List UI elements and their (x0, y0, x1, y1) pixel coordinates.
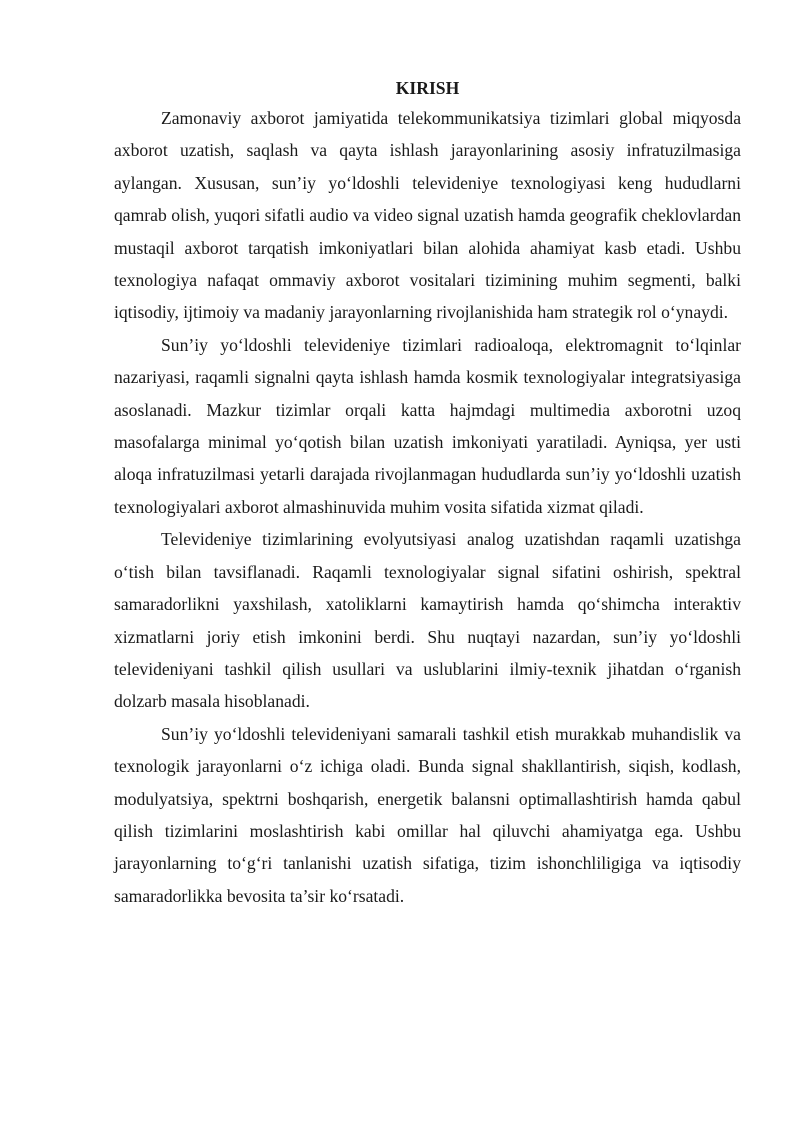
document-body (114, 74, 741, 912)
paragraph-2: Sun’iy yo‘ldoshli televideniye tizimlari radioaloqa, elektromagnit to‘lqinlar nazariyasi, raqamli signalni qayta ishlash hamda kosmik texnologiyalar integratsiyasiga asoslanadi. Mazkur tizimlar orqali katta hajmdagi multimedia axborotni uzoq masofalarga minimal yo‘qotish bilan uzatish imkoniyati yaratiladi. Ayniqsa, yer usti aloqa infratuzilmasi yetarli darajada rivojlanmagan hududlarda sun’iy yo‘ldoshli uzatish texnologiyalari axborot almashinuvida muhim vosita sifatida xizmat qiladi. (114, 334, 741, 517)
paragraph-4: Sun’iy yo‘ldoshli televideniyani samarali tashkil etish murakkab muhandislik va texnologik jarayonlarni o‘z ichiga oladi. Bunda signal shakllantirish, siqish, kodlash, modulyatsiya, spektrni boshqarish, energetik balansni optimallashtirish hamda qabul qilish tizimlarini moslashtirish kabi omillar hal qiluvchi ahamiyatga ega. Ushbu jarayonlarning to‘g‘ri tanlanishi uzatish sifatiga, tizim ishonchliligiga va iqtisodiy samaradorlikka bevosita ta’sir ko‘rsatadi. (114, 723, 741, 906)
page-title: KIRISH (395, 78, 460, 98)
paragraph-1: Zamonaviy axborot jamiyatida telekommunikatsiya tizimlari global miqyosda axborot uzatish, saqlash va qayta ishlash jarayonlarining asosiy infratuzilmasiga aylangan. Xususan, sun’iy yo‘ldoshli televideniye texnologiyasi keng hududlarni qamrab olish, yuqori sifatli audio va video signal uzatish hamda geografik cheklovlardan mustaqil axborot tarqatish imkoniyatlari bilan alohida ahamiyat kasb etadi. Ushbu texnologiya nafaqat ommaviy axborot vositalari tizimining muhim segmenti, balki iqtisodiy, ijtimoiy va madaniy jarayonlarning rivojlanishida ham strategik rol o‘ynaydi. (114, 108, 741, 323)
paragraph-3: Televideniye tizimlarining evolyutsiyasi analog uzatishdan raqamli uzatishga o‘tish bilan tavsiflanadi. Raqamli texnologiyalar signal sifatini oshirish, spektral samaradorlikni yaxshilash, xatoliklarni kamaytirish hamda qo‘shimcha interaktiv xizmatlarni joriy etish imkonini berdi. Shu nuqtayi nazardan, sun’iy yo‘ldoshli televideniyani tashkil qilish usullari va uslublarini ilmiy-texnik jihatdan o‘rganish dolzarb masala hisoblanadi. (114, 529, 741, 712)
